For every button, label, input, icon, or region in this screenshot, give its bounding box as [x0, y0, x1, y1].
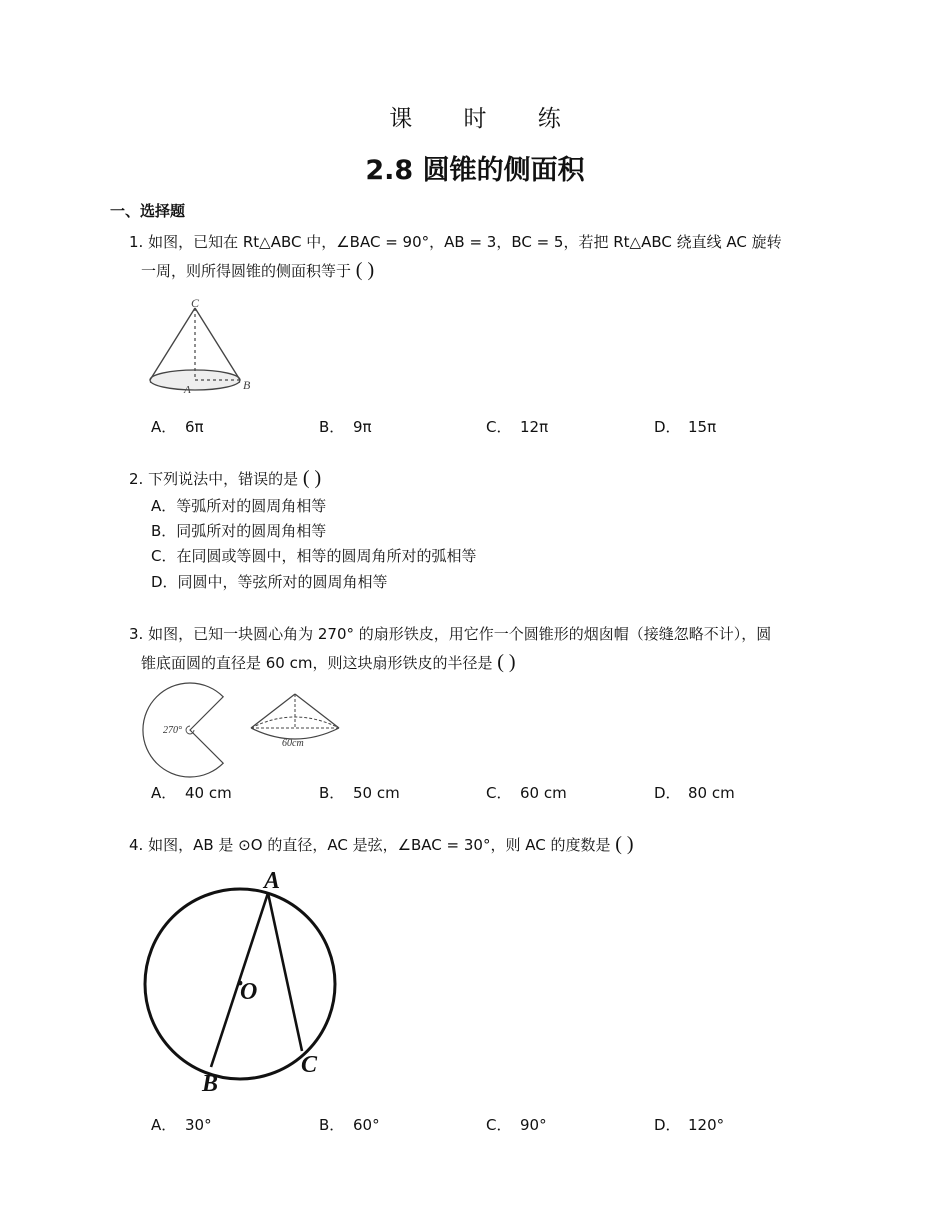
- cap-slant-left: [251, 694, 295, 728]
- question-1: [129, 228, 849, 285]
- label-b: B: [243, 378, 251, 392]
- label-c: C: [301, 1052, 318, 1078]
- option-d[interactable]: D． 15π: [654, 418, 717, 436]
- cone-figure: [140, 296, 270, 400]
- option-b[interactable]: B． 60°: [319, 1116, 380, 1134]
- chord-ac: [268, 893, 302, 1051]
- question-3-text-2: 锥底面圆的直径是 60 cm，则这块扇形铁皮的半径是: [141, 654, 493, 672]
- angle-label: 270°: [163, 725, 182, 736]
- page-subtitle: 2.8 圆锥的侧面积: [365, 155, 585, 186]
- answer-paren: ( ): [497, 651, 516, 673]
- option-d[interactable]: D． 120°: [654, 1116, 725, 1134]
- question-1-text-2: 一周，则所得圆锥的侧面积等于: [141, 262, 352, 280]
- statement-c[interactable]: C．在同圆或等圆中，相等的圆周角所对的弧相等: [151, 547, 477, 565]
- question-3-text-1: 如图，已知一块圆心角为 270° 的扇形铁皮，用它作一个圆锥形的烟囱帽（接缝忽略不计），圆: [148, 625, 772, 643]
- answer-paren: ( ): [355, 259, 375, 281]
- answer-paren: ( ): [615, 833, 634, 855]
- circle-figure: [140, 866, 350, 1098]
- question-2-number: 2.: [129, 470, 144, 488]
- section-heading: 一、选择题: [110, 202, 186, 220]
- question-2-line-1: [129, 464, 849, 493]
- cone-slant-right: [195, 308, 240, 380]
- cone-slant-left: [150, 308, 195, 380]
- question-3-line-1: [129, 620, 849, 648]
- sector-figure: [140, 680, 250, 780]
- option-c[interactable]: C． 12π: [486, 418, 549, 436]
- label-a: A: [184, 384, 191, 396]
- label-c: C: [191, 296, 200, 310]
- option-b[interactable]: B． 9π: [319, 418, 372, 436]
- question-4-line-1: [129, 830, 849, 859]
- question-1-text-1: 如图，已知在 Rt△ABC 中，∠BAC = 90°，AB = 3，BC = 5，若把 Rt△ABC 绕直线 AC 旋转: [148, 233, 782, 251]
- option-a[interactable]: A． 6π: [151, 418, 204, 436]
- question-2-text-1: 下列说法中，错误的是: [148, 470, 299, 488]
- question-2: [129, 464, 849, 493]
- statement-d[interactable]: D．同圆中，等弦所对的圆周角相等: [151, 573, 388, 591]
- question-4-text-1: 如图，AB 是 ⊙O 的直径，AC 是弦，∠BAC = 30°，则 AC 的度数是: [148, 836, 611, 854]
- label-o: O: [240, 979, 258, 1005]
- sector-shape: [143, 683, 223, 777]
- option-a[interactable]: A． 30°: [151, 1116, 212, 1134]
- diameter-label: 60cm: [282, 738, 304, 749]
- option-c[interactable]: C． 90°: [486, 1116, 547, 1134]
- cap-slant-right: [295, 694, 339, 728]
- question-1-line-1: [129, 228, 849, 256]
- statement-b[interactable]: B．同弧所对的圆周角相等: [151, 522, 327, 540]
- option-d[interactable]: D． 80 cm: [654, 784, 735, 802]
- option-a[interactable]: A． 40 cm: [151, 784, 232, 802]
- question-3-line-2: [129, 648, 849, 677]
- page-title: 课 时 练: [389, 106, 583, 132]
- question-1-line-2: [129, 256, 849, 285]
- label-b: B: [202, 1071, 219, 1097]
- question-3: [129, 620, 849, 677]
- option-b[interactable]: B． 50 cm: [319, 784, 400, 802]
- label-a: A: [264, 868, 281, 894]
- statement-a[interactable]: A．等弧所对的圆周角相等: [151, 497, 327, 515]
- question-3-number: 3.: [129, 625, 144, 643]
- question-4: [129, 830, 849, 859]
- answer-paren: ( ): [302, 467, 322, 489]
- option-c[interactable]: C． 60 cm: [486, 784, 567, 802]
- question-1-number: 1.: [129, 233, 144, 251]
- question-4-number: 4.: [129, 836, 144, 854]
- chimney-cap-figure: [245, 688, 345, 758]
